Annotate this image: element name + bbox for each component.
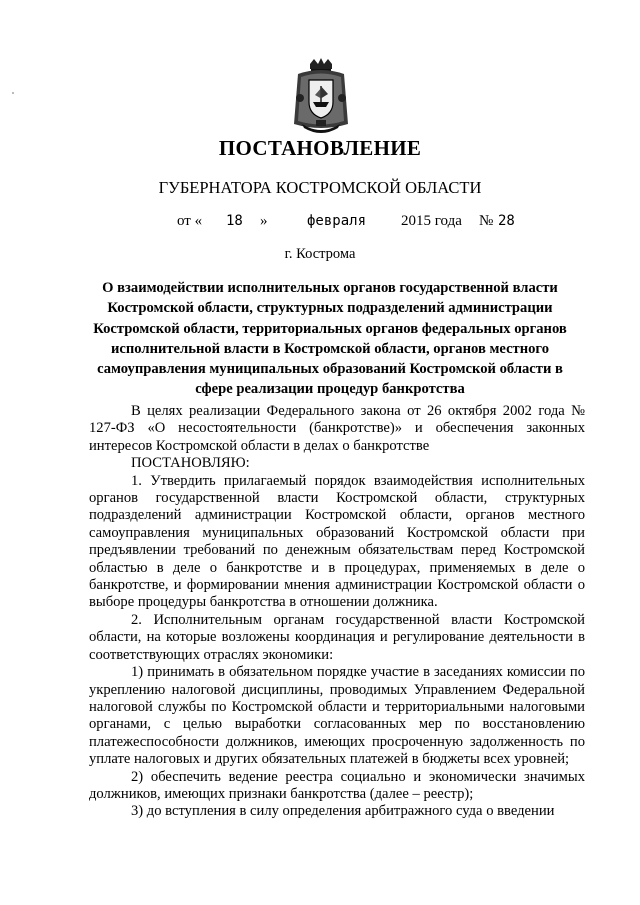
paragraph-subitem-1: 1) принимать в обязательном порядке участие в заседаниях комиссии по укреплению налоговой дисциплины, проводимых Управлением Федеральной налоговой службы по Костромской области и территориальными налоговыми органами, с целью выработки согласованных мер по восстановлению платежеспособности должников, имеющих просроченную задолженность по уплате налоговых и других обязательных платежей в бюджеты всех уровней; [89, 664, 585, 768]
coat-of-arms-icon [286, 58, 356, 138]
paragraph-subitem-2: 2) обеспечить ведение реестра социально и экономически значимых должников, имеющих признаки банкротства (далее – реестр); [89, 768, 585, 802]
date-year: 2015 года [401, 213, 462, 229]
paragraph-item-1: 1. Утвердить прилагаемый порядок взаимодействия исполнительных органов государственной власти Костромской области, структурных подразделений администрации Костромской области, органов местного самоуправления муниципальных образований Костромской области при предъявлении требований по денежным обязательствам перед Костромской областью в деле о банкротстве и в процедурах, применяемых в деле о банкротстве, и формировании мнения администрации Костромской области о выборе процедуры банкротства в отношении должника. [89, 472, 585, 611]
document-heading: О взаимодействии исполнительных органов государственной власти Костромской области, структурных подразделений администрации Костромской области, территориальных органов федеральных органов исполнительной власти в Костромской области, органов местного самоуправления муниципальных образований Костромской области в сфере реализации процедур банкротства [93, 280, 567, 398]
document-issuer: ГУБЕРНАТОРА КОСТРОМСКОЙ ОБЛАСТИ [158, 178, 482, 197]
paragraph-subitem-3: 3) до вступления в силу определения арбитражного суда о введении [131, 803, 555, 820]
number-sign: № [479, 213, 494, 229]
scan-artifact [12, 92, 14, 94]
date-prefix: от « [177, 213, 203, 229]
paragraph-item-2: 2. Исполнительным органам государственной власти Костромской области, на которые возложены координация и регулирование деятельности в соответствующих отраслях экономики: [89, 611, 585, 663]
document-number: 28 [498, 213, 515, 229]
date-close-quote: » [260, 213, 268, 229]
date-month: февраля [307, 213, 367, 229]
date-day: 18 [226, 213, 243, 229]
document-body [89, 403, 585, 821]
paragraph-resolve: ПОСТАНОВЛЯЮ: [131, 455, 250, 472]
document-city: г. Кострома [284, 246, 356, 262]
document-title: ПОСТАНОВЛЕНИЕ [218, 136, 422, 160]
paragraph-preamble: В целях реализации Федерального закона от 26 октября 2002 года № 127-ФЗ «О несостоятельности (банкротстве)» и обеспечения законных интересов Костромской области в делах о банкротстве [89, 403, 585, 454]
